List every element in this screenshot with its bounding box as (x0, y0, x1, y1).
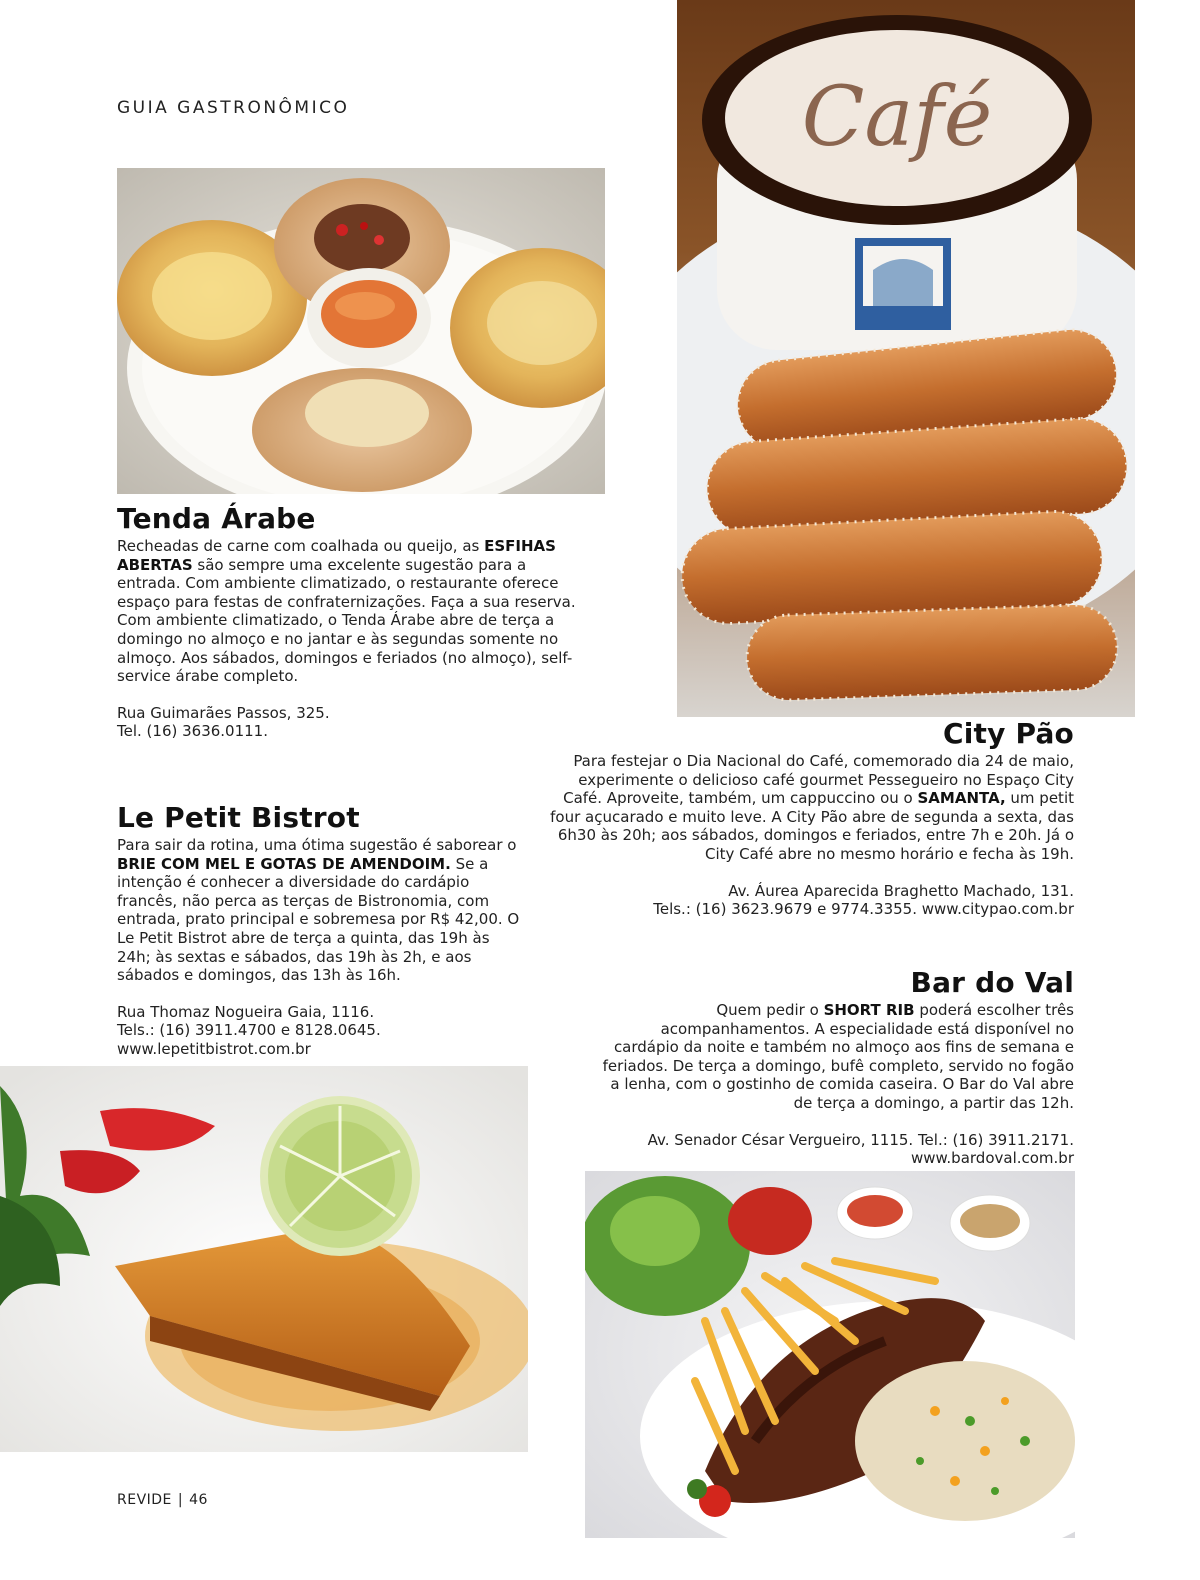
esfihas-photo (117, 168, 605, 494)
article-address: Av. Áurea Aparecida Braghetto Machado, 131. Tels.: (16) 3623.9679 e 9774.3355. www.citypao.com.br (653, 881, 1074, 919)
article-address: Rua Guimarães Passos, 325. Tel. (16) 3636.0111. (117, 703, 330, 741)
short-rib-photo (585, 1171, 1075, 1538)
article-body: Para festejar o Dia Nacional do Café, comemorado dia 24 de maio, experimente o delicioso café gourmet Pessegueiro no Espaço City Café. Aproveite, também, um cappuccino ou o SAMANTA, um petit four açucarado e muito leve. A City Pão abre de segunda a sexta, das 6h30 às 20h; aos sábados, domingos e feriados, entre 7h e 20h. Já o City Café abre no mesmo horário e fecha às 19h. (550, 752, 1074, 863)
footer-separator: | (177, 1492, 184, 1508)
page-number: 46 (189, 1492, 208, 1508)
article-body: Para sair da rotina, uma ótima sugestão é saborear o BRIE COM MEL E GOTAS DE AMENDOIM. Se a intenção é conhecer a diversidade do cardápio francês, não perca as terças de Bistronomia, com entrada, prato principal e sobremesa por R$ 42,00. O Le Petit Bistrot abre de terça a quinta, das 19h às 24h; às sextas e sábados, das 19h às 2h, e aos sábados e domingos, das 13h às 16h. (117, 836, 520, 985)
article-title: Tenda Árabe (117, 502, 316, 535)
svg-text:Café: Café (801, 70, 993, 165)
article-le-petit-bistrot (117, 801, 522, 1059)
article-body: Recheadas de carne com coalhada ou queijo, as ESFIHAS ABERTAS são sempre uma excelente sugestão para a entrada. Com ambiente climatizado, o restaurante oferece espaço para festas de confraternizações. Faça a sua reserva. Com ambiente climatizado, o Tenda Árabe abre de terça a domingo no almoço e no jantar e às segundas somente no almoço. Aos sábados, domingos e feriados (no almoço), self-service árabe completo. (117, 537, 576, 686)
article-title: City Pão (942, 717, 1074, 750)
article-city-pao (540, 717, 1074, 919)
cafe-churros-photo (677, 0, 1135, 717)
article-bar-do-val (600, 966, 1074, 1168)
section-header: GUIA GASTRONÔMICO (117, 98, 350, 118)
page-footer (117, 1492, 208, 1508)
brie-photo (0, 1066, 528, 1452)
article-address: Av. Senador César Vergueiro, 1115. Tel.: (16) 3911.2171. www.bardoval.com.br (647, 1130, 1074, 1168)
magazine-name: REVIDE (117, 1492, 172, 1508)
article-body: Quem pedir o SHORT RIB poderá escolher três acompanhamentos. A especialidade está disponível no cardápio da noite e também no almoço aos fins de semana e feriados. De terça a domingo, bufê completo, servido no fogão a lenha, com o gostinho de comida caseira. O Bar do Val abre de terça a domingo, a partir das 12h. (602, 1001, 1074, 1112)
article-title: Bar do Val (910, 966, 1074, 999)
article-title: Le Petit Bistrot (117, 801, 360, 834)
article-address: Rua Thomaz Nogueira Gaia, 1116. Tels.: (16) 3911.4700 e 8128.0645. www.lepetitbistrot.com.br (117, 1002, 381, 1058)
article-tenda-arabe (117, 502, 587, 741)
